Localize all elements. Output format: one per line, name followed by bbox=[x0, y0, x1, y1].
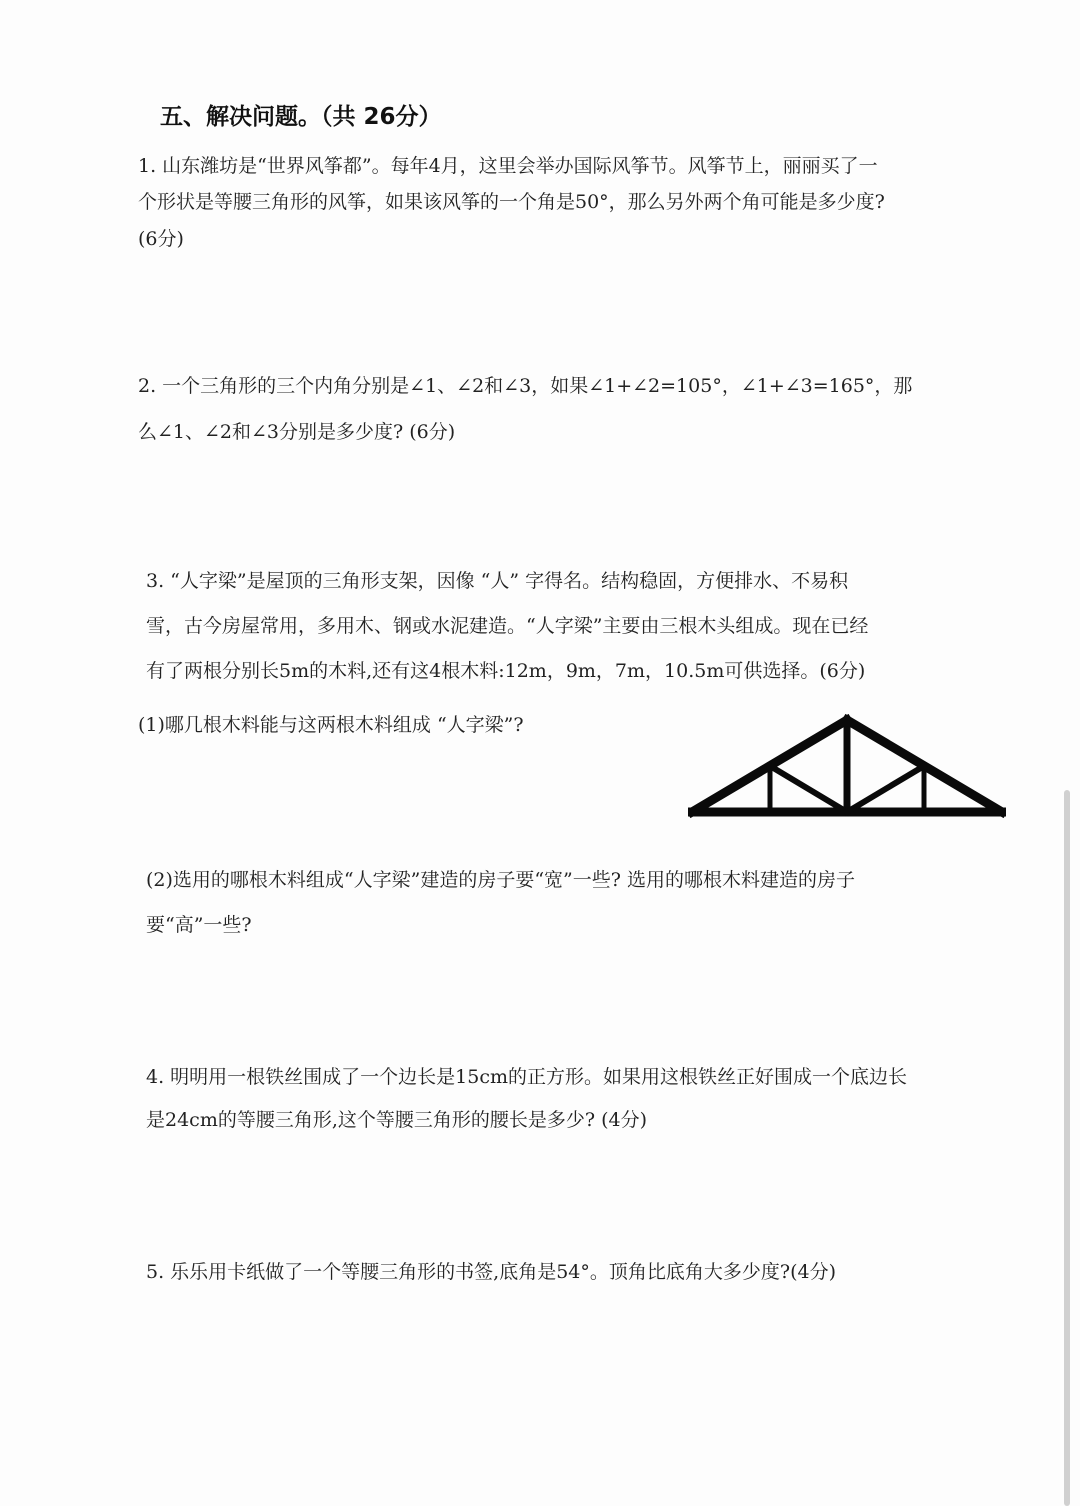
truss-right-web bbox=[847, 766, 924, 812]
q2-line-2: 么∠1、∠2和∠3分别是多少度? (6分) bbox=[138, 421, 456, 443]
q3-line-1: 3. “人字梁”是屋顶的三角形支架，因像 “人” 字得名。结构稳固，方便排水、不易积 bbox=[146, 570, 849, 592]
q1-line-3: (6分) bbox=[138, 228, 184, 250]
scrollbar[interactable] bbox=[1064, 790, 1070, 1506]
q1-line-2: 个形状是等腰三角形的风筝，如果该风筝的一个角是50°，那么另外两个角可能是多少度? bbox=[138, 191, 885, 213]
section-heading: 五、解决问题。（共 26分） bbox=[160, 104, 442, 130]
q4-line-2: 是24cm的等腰三角形,这个等腰三角形的腰长是多少? (4分) bbox=[146, 1109, 648, 1131]
q3-line-2: 雪，古今房屋常用，多用木、钢或水泥建造。“人字梁”主要由三根木头组成。现在已经 bbox=[146, 615, 869, 637]
q3-line-3: 有了两根分别长5m的木料,还有这4根木料:12m，9m，7m，10.5m可供选择。(6分) bbox=[146, 660, 866, 682]
roof-truss-figure bbox=[688, 712, 1006, 822]
truss-left-web bbox=[770, 766, 847, 812]
q5-line-1: 5. 乐乐用卡纸做了一个等腰三角形的书签,底角是54°。顶角比底角大多少度?(4分) bbox=[146, 1261, 836, 1283]
q1-line-1: 1. 山东潍坊是“世界风筝都”。每年4月，这里会举办国际风筝节。风筝节上，丽丽买了一 bbox=[138, 155, 878, 177]
q4-line-1: 4. 明明用一根铁丝围成了一个边长是15cm的正方形。如果用这根铁丝正好围成一个底边长 bbox=[146, 1066, 908, 1088]
q3-sub-2-line-2: 要“高”一些? bbox=[146, 914, 252, 936]
q3-sub-1: (1)哪几根木料能与这两根木料组成 “人字梁”? bbox=[138, 714, 524, 736]
q2-line-1: 2. 一个三角形的三个内角分别是∠1、∠2和∠3，如果∠1+∠2=105°，∠1+∠3=165°，那 bbox=[138, 375, 913, 397]
q3-sub-2-line-1: (2)选用的哪根木料组成“人字梁”建造的房子要“宽”一些? 选用的哪根木料建造的房子 bbox=[146, 869, 855, 891]
